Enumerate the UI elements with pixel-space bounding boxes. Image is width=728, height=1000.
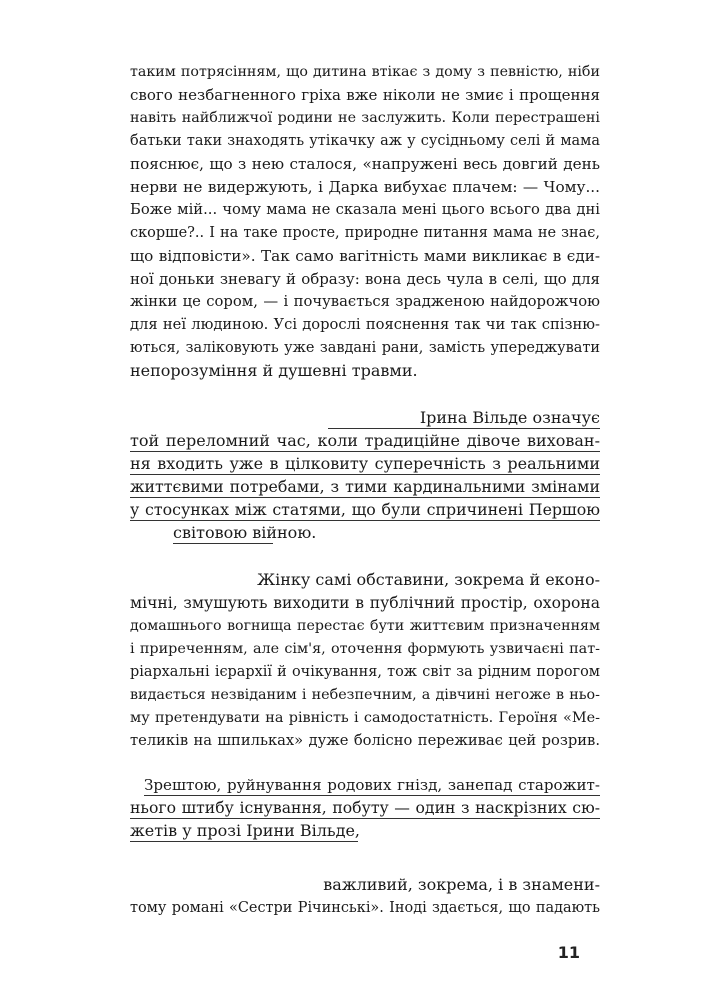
text-line: ються, заліковують уже завдані рани, замість упереджувати (130, 340, 600, 356)
text-line: ріархальні ієрархії й очікування, тож світ за рідним порогом (130, 664, 600, 680)
text-line: мічні, змушують виходити в публічний простір, охорона (130, 594, 600, 612)
underline-mark (130, 497, 600, 498)
text-line: ня входить уже в цілковиту суперечність з реальними (130, 454, 600, 473)
text-line: непорозуміння й душевні травми. (130, 361, 418, 380)
text-line: що відповісти». Так само вагітність мами викликає в єди- (130, 247, 600, 265)
underline-mark (173, 543, 273, 544)
text-line: теликів на шпильках» дуже болісно переживає цей розрив. (130, 732, 600, 749)
underline-mark (130, 841, 358, 842)
text-line: скорше?.. І на таке просте, природне питання мама не знає, (130, 225, 600, 241)
text-line: жінки це сором, — і почувається зрадженою найдорожчою (130, 293, 600, 310)
page-number: 11 (557, 943, 580, 962)
text-line: ної доньки зневагу й образу: вона десь чула в селі, що для (130, 270, 600, 288)
text-line: навіть найближчої родини не заслужить. Коли перестрашені (130, 110, 600, 126)
underline-mark (328, 428, 600, 429)
text-line: життєвими потребами, з тими кардинальними змінами (130, 477, 600, 496)
text-line: для неї людиною. Усі дорослі пояснення так чи так спізню- (130, 316, 600, 333)
text-line: у стосунках між статями, що були спричинені Першою (130, 500, 600, 519)
text-line: той переломний час, коли традиційне дівоче вихован- (130, 431, 600, 450)
text-line: Жінку самі обставини, зокрема й еконо- (257, 570, 600, 589)
text-line: світовою війною. (173, 523, 317, 542)
text-line: і приреченням, але сім'я, оточення формують узвичаєні пат- (130, 641, 600, 657)
underline-mark (130, 520, 600, 521)
text-line: таким потрясінням, що дитина втікає з дому з певністю, ніби (130, 64, 600, 80)
text-line: тому романі «Сестри Річинські». Іноді здається, що падають (130, 900, 600, 916)
text-line: му претендувати на рівність і самодостатність. Героїня «Ме- (130, 710, 600, 726)
text-line: домашнього вогнища перестає бути життєвим призначенням (130, 618, 600, 634)
text-line: Зрештою, руйнування родових гнізд, занепад старожит- (144, 776, 600, 794)
text-line: Боже мій... чому мама не сказала мені цього всього два дні (130, 201, 600, 218)
underline-mark (130, 451, 600, 452)
text-line: жетів у прозі Ірини Вільде, (130, 821, 361, 840)
text-line: видається незвіданим і небезпечним, а дівчині негоже в ньо- (130, 687, 600, 703)
underline-mark (130, 818, 600, 819)
text-line: нерви не видержують, і Дарка вибухає плачем: — Чому... (130, 178, 600, 196)
underline-mark (144, 795, 600, 796)
text-line: Ірина Вільде означує (419, 408, 600, 427)
text-line: важливий, зокрема, і в знамени- (323, 875, 600, 894)
underline-mark (130, 474, 600, 475)
text-line: батьки таки знаходять утікачку аж у сусідньому селі й мама (130, 133, 600, 149)
text-line: пояснює, що з нею сталося, «напружені весь довгий день (130, 155, 600, 173)
text-line: свого незбагненного гріха вже ніколи не змиє і прощення (130, 86, 600, 104)
text-line: нього штибу існування, побуту — один з наскрізних сю- (130, 798, 600, 817)
